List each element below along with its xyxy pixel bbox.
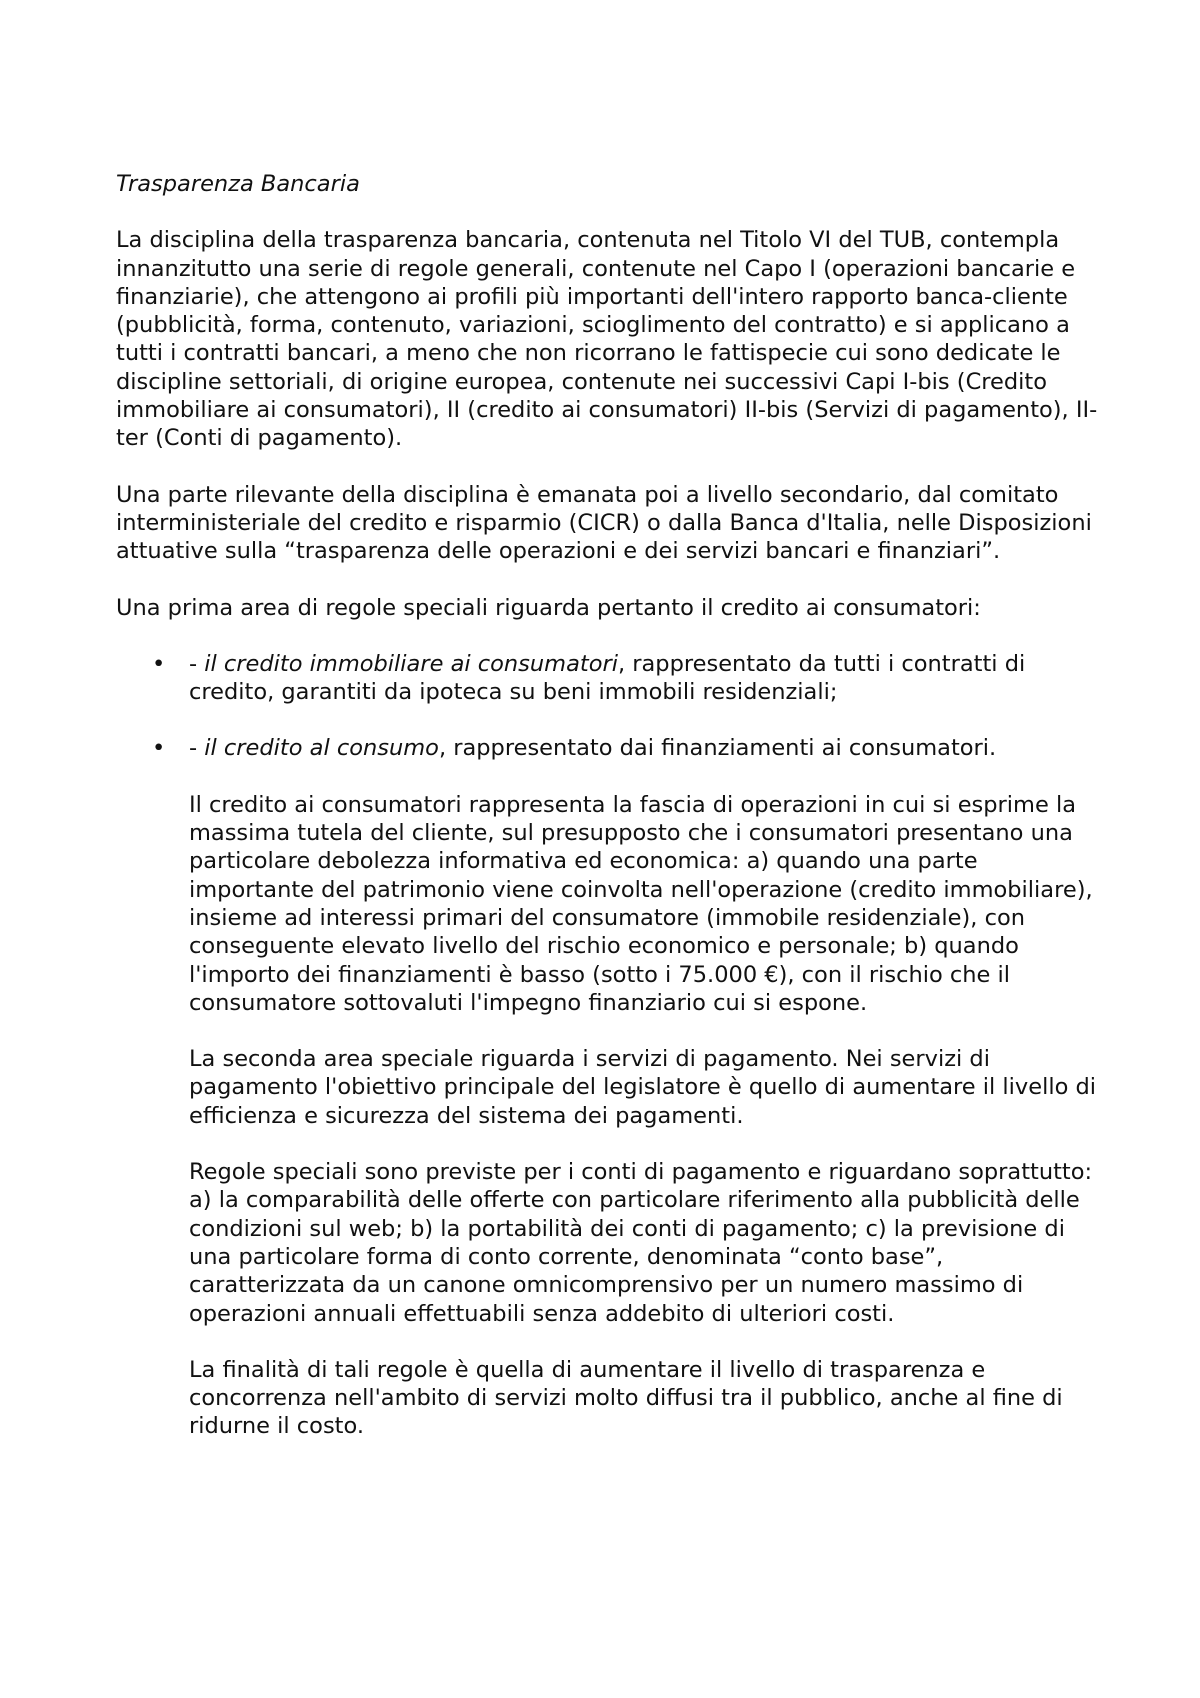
list-item-term: il credito immobiliare ai consumatori (204, 650, 618, 677)
list-item-dash: - (189, 735, 205, 762)
list-item-text: , rappresentato dai finanziamenti ai consumatori. (438, 735, 997, 762)
bullet-icon: • (152, 735, 166, 762)
bullet-list (116, 650, 1101, 763)
document-title: Trasparenza Bancaria (116, 171, 360, 197)
list-item-dash: - (189, 650, 205, 677)
paragraph-intro: La disciplina della trasparenza bancaria, contenuta nel Titolo VI del TUB, contempla innanzitutto una serie di regole generali, contenute nel Capo I (operazioni bancarie e finanziarie), che attengono ai profili più importanti dell'intero rapporto banca-cliente (pubblicità, forma, contenuto, variazioni, scioglimento del contratto) e si applicano a tutti i contratti bancari, a meno che non ricorrano le fattispecie cui sono dedicate le discipline settoriali, di origine europea, contenute nei successivi Capi I-bis (Credito immobiliare ai consumatori), II (credito ai consumatori) II-bis (Servizi di pagamento), II-ter (Conti di pagamento). (116, 227, 1098, 452)
list-item (116, 650, 1101, 707)
paragraph-consumer-protection: Il credito ai consumatori rappresenta la fascia di operazioni in cui si esprime la massima tutela del cliente, sul presupposto che i consumatori presentano una particolare debolezza informativa ed economica: a) quando una parte importante del patrimonio viene coinvolta nell'operazione (credito immobiliare), insieme ad interessi primari del consumatore (immobile residenziale), con conseguente elevato livello del rischio economico e personale; b) quando l'importo dei finanziamenti è basso (sotto i 75.000 €), con il rischio che il consumatore sottovaluti l'impegno finanziario cui si espone. (189, 791, 1093, 1016)
paragraph-conclusion: La finalità di tali regole è quella di aumentare il livello di trasparenza e concorrenza nell'ambito di servizi molto diffusi tra il pubblico, anche al fine di ridurne il costo. (189, 1356, 1063, 1440)
document-body (116, 170, 1101, 1469)
list-item-term: il credito al consumo (204, 735, 439, 762)
paragraph-consumer-credit-intro: Una prima area di regole speciali riguarda pertanto il credito ai consumatori: (116, 594, 981, 621)
paragraph-secondary-regulation: Una parte rilevante della disciplina è emanata poi a livello secondario, dal comitato interministeriale del credito e risparmio (CICR) o dalla Banca d'Italia, nelle Disposizioni attuative sulla “trasparenza delle operazioni e dei servizi bancari e finanziari”. (116, 481, 1092, 565)
paragraph-payment-accounts-lead: Regole speciali sono previste per i conti di pagamento e riguardano soprattutto: (189, 1159, 1093, 1186)
paragraph-payment-services: La seconda area speciale riguarda i servizi di pagamento. Nei servizi di pagamento l'obiettivo principale del legislatore è quello di aumentare il livello di efficienza e sicurezza del sistema dei pagamenti. (189, 1046, 1097, 1129)
paragraph-payment-accounts (116, 1158, 1101, 1328)
list-item (116, 734, 1101, 762)
paragraph-payment-accounts-detail: a) la comparabilità delle offerte con particolare riferimento alla pubblicità delle condizioni sul web; b) la portabilità dei conti di pagamento; c) la previsione di una particolare forma di conto corrente, denominata “conto base”, caratterizzata da un canone omnicomprensivo per un numero massimo di operazioni annuali effettuabili senza addebito di ulteriori costi. (189, 1187, 1080, 1327)
list-item-text: , rappresentato da tutti i contratti di credito, garantiti da ipoteca su beni immobili residenziali; (189, 650, 1026, 706)
bullet-icon: • (152, 650, 166, 677)
